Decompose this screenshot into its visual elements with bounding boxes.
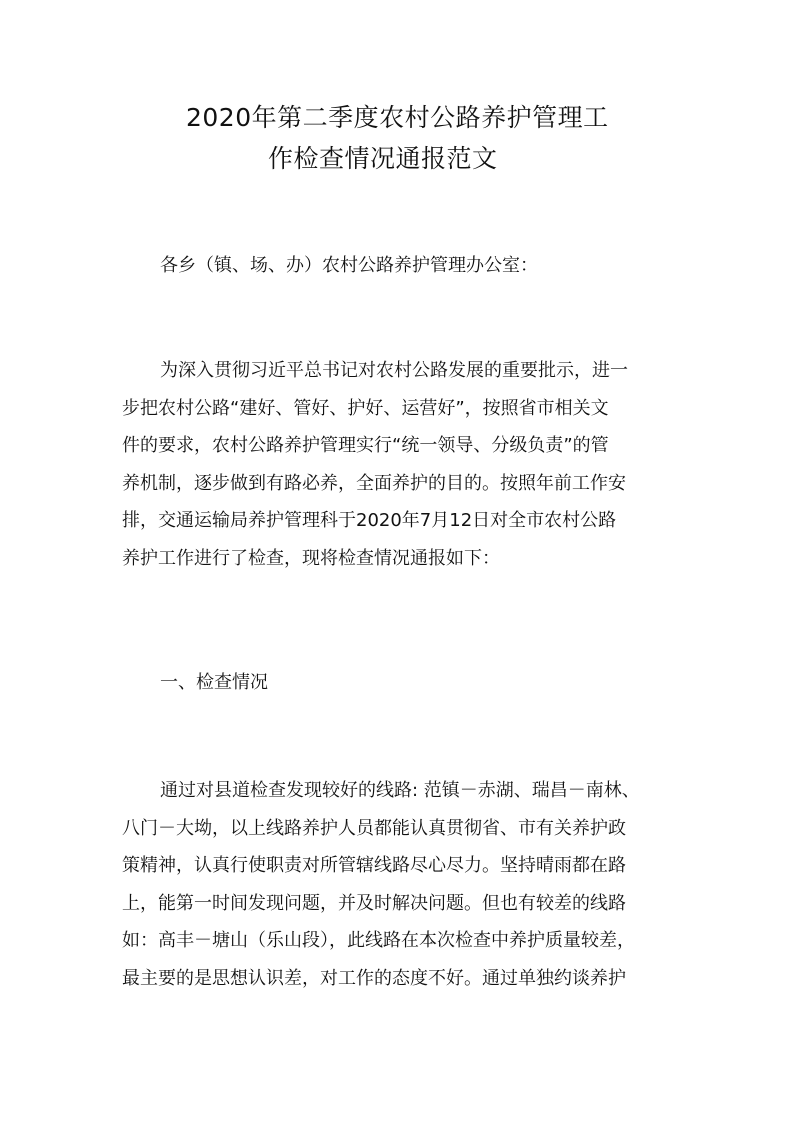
paragraph-line: 最主要的是思想认识差，对工作的态度不好。通过单独约谈养护 [122,967,626,989]
paragraph-line: 策精神，认真行使职责对所管辖线路尽心尽力。坚持晴雨都在路 [122,855,626,876]
paragraph-line: 养护工作进行了检查，现将检查情况通报如下： [122,547,500,569]
salutation [122,247,682,285]
paragraph-line: 排，交通运输局养护管理科于2020年7月12日对全市农村公路 [122,510,617,531]
document-title-line-1: 2020年第二季度农村公路养护管理工 [186,103,609,132]
paragraph-line: 为深入贯彻习近平总书记对农村公路发展的重要批示，进一 [160,360,628,381]
paragraph-line: 如：高丰－塘山（乐山段），此线路在本次检查中养护质量较差， [122,930,635,951]
paragraph-2 [122,772,682,997]
paragraph-line: 八门－大坳，以上线路养护人员都能认真贯彻省、市有关养护政 [122,817,626,839]
salutation-text: 各乡（镇、场、办）农村公路养护管理办公室： [160,255,538,276]
paragraph-1 [122,352,682,577]
paragraph-line: 件的要求，农村公路养护管理实行“统一领导、分级负责”的管 [122,435,609,456]
paragraph-line: 步把农村公路“建好、管好、护好、运营好”，按照省市相关文 [122,397,609,419]
paragraph-line: 上，能第一时间发现问题，并及时解决问题。但也有较差的线路 [122,892,626,914]
paragraph-line: 通过对县道检查发现较好的线路: 范镇－赤湖、瑞昌－南林、 [160,780,640,801]
section-heading-inspection [122,664,682,702]
section-heading-text: 一、检查情况 [160,672,268,693]
paragraph-line: 养机制，逐步做到有路必养，全面养护的目的。按照年前工作安 [122,472,626,494]
document-title-line-2: 作检查情况通报范文 [268,144,498,173]
